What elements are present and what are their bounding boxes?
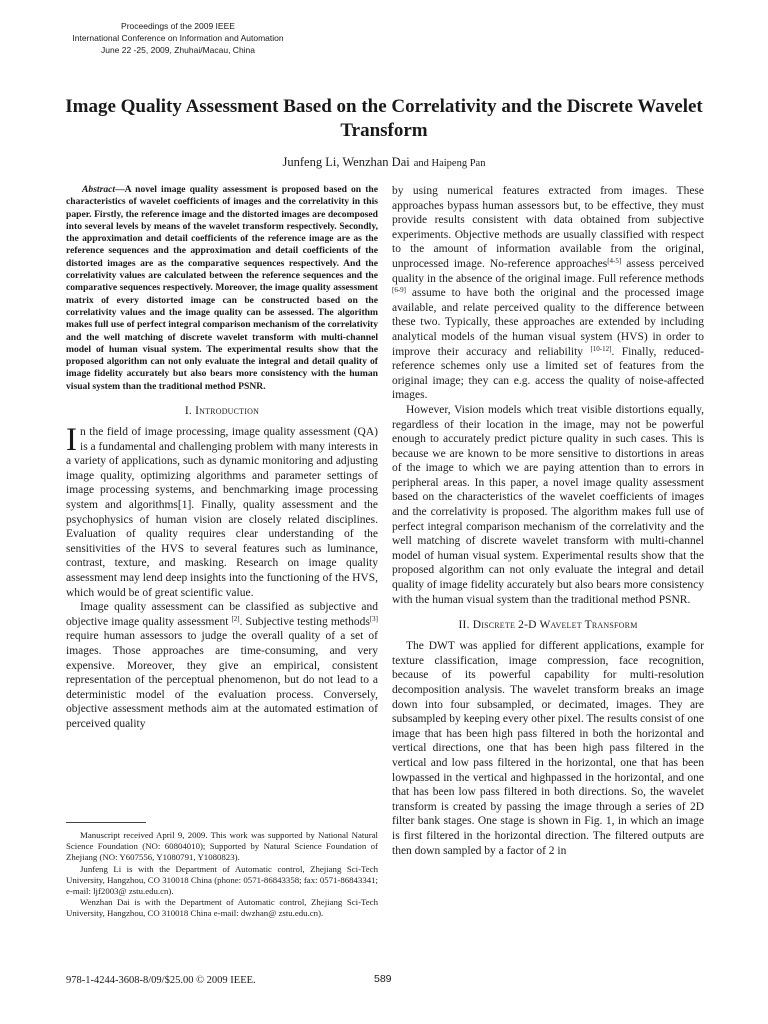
section-heading-introduction: I. Introduction — [184, 405, 260, 418]
intro-paragraph-1-text: n the field of image processing, image quality assessment (QA) is a fundamental and challenging problem with many interests in a variety of applications, such as dynamic monitoring and adjusting image quality, optimizing algorithms and parameter settings of image processing systems, and benchmarking image processing system and algorithms[1]. Finally, quality assessment and the psychophysics of human vision are closely related disciplines. Evaluation of quality requires clear understanding of the sensitivities of the HVS to several features such as luminance, contrast, texture, and masking. Research on image quality assessment may lend deep insights into the functioning of the HVS, which would be of great scientific value. — [66, 426, 378, 599]
citation-2: [2] — [231, 614, 240, 623]
abstract — [66, 184, 378, 393]
abstract-label: Abstract — [82, 184, 116, 195]
intro-paragraph-2 — [66, 600, 378, 731]
intro-p3-part-a: by using numerical features extracted from images. These approaches bypass human assessors but, to be effective, they must provide results consistent with data obtained from subjective experiments. Objective methods are usually classified with respect to the amount of information available from the original, unprocessed image. No-reference approaches — [392, 185, 704, 270]
footnotes — [66, 830, 378, 920]
author-line — [60, 155, 708, 170]
footnote-author-li: Junfeng Li is with the Department of Automatic control, Zhejiang Sci-Tech University, Hangzhou, CO 310018 China (phone: 0571-86843358; fax: 0571-86843341; e-mail: ljf2003@ zstu.edu.cn). — [66, 863, 378, 897]
intro-p2-part-b: . Subjective testing methods — [239, 615, 370, 628]
abstract-text: —A novel image quality assessment is proposed based on the characteristics of wavelet coefficients of images and the correlativity in this paper. Firstly, the reference image and the distorted images are decomposed into several levels by means of the wavelet transform respectively. Secondly, the approximation and detail coefficients of the reference image are as the reference sequences and the approximation and detail coefficients of the distorted images are as the comparative sequences respectively. And the correlativity values are calculated between the reference sequences and the comparative sequences respectively. Moreover, the image quality assessment matrix of every distorted image can be constructed based on the correlativity values and the image quality can be assessed. The algorithm makes full use of perfect integral comparison mechanism of the correlativity and the well matching of discrete wavelet transform with multi-channel model of human visual system. The experimental results show that the proposed algorithm can not only evaluate the integral and detail quality of image fidelity accurately but also bears more consistency with the human visual system than the traditional method PSNR. — [66, 184, 378, 392]
paper-title: Image Quality Assessment Based on the Correlativity and the Discrete Wavelet Transform — [65, 96, 703, 141]
left-column — [66, 184, 378, 732]
citation-6-9: [6-9] — [392, 286, 406, 295]
conference-line-2: International Conference on Information and Automation — [72, 33, 284, 43]
conference-line-3: June 22 -25, 2009, Zhuhai/Macau, China — [100, 45, 256, 55]
intro-paragraph-3 — [392, 184, 704, 403]
intro-paragraph-4: However, Vision models which treat visible distortions equally, regardless of their location in the image, may not be powerful enough to accurately predict picture quality in such cases. This is because we are known to be more sensitive to distortions in areas of the image to which we are paying attention than to errors in peripheral areas. In this paper, a novel image quality assessment based on the characteristics of the wavelet coefficients of images and the correlativity is proposed. The algorithm makes full use of perfect integral comparison mechanism of the correlativity and the well matching of discrete wavelet transform with multi-channel model of human visual system. Experimental results show that the proposed algorithm can not only evaluate the integral and detail quality of image fidelity accurately but also bears more consistency with the human visual system than the traditional method PSNR. — [392, 403, 704, 606]
citation-4-5: [4-5] — [607, 256, 622, 265]
authors-extra: and Haipeng Pan — [413, 158, 486, 169]
intro-p3-part-c: assume to have both the original and the processed image available, and relate perceived quality to the difference between these two. Typically, these approaches are extended by including analytical models of the human visual system (HVS) in order to improve their accuracy and reliability — [392, 287, 704, 358]
conference-line-1: Proceedings of the 2009 IEEE — [121, 21, 235, 31]
page-number: 589 — [374, 973, 392, 985]
citation-10-12: [10-12] — [590, 344, 612, 353]
conference-header — [68, 20, 288, 56]
intro-p2-part-a: Image quality assessment can be classified as subjective and objective image quality assessment — [66, 601, 378, 628]
intro-paragraph-1 — [66, 422, 378, 600]
drop-cap: I — [66, 422, 77, 459]
footnote-divider — [66, 822, 146, 823]
citation-3: [3] — [369, 614, 378, 623]
section-heading-dwt: II. Discrete 2-D Wavelet Transform — [458, 619, 638, 632]
footnote-manuscript: Manuscript received April 9, 2009. This work was supported by National Natural Science Foundation (NO: 60804010); Supported by Natural Science Foundation of Zhejiang (NO: Y607556, Y1080791, Y1080823). — [66, 830, 378, 863]
isbn-copyright: 978-1-4244-3608-8/09/$25.00 © 2009 IEEE. — [66, 975, 256, 986]
right-column — [392, 184, 704, 858]
intro-p3-part-b: assess perceived quality in the absence of the original image. Full reference methods — [392, 257, 704, 285]
dwt-paragraph-1: The DWT was applied for different applications, example for texture classification, image compression, face recognition, because of its powerful capability for multi-resolution decomposition analysis. The wavelet transform breaks an image down into four subsampled, or decimated, images. They are subsampled by keeping every other pixel. The results consist of one image that has been high pass filtered in both the horizontal and vertical directions, one that has been high pass filtered in the vertical and low pass filtered in the horizontal, one that has been lowpassed in the vertical and highpassed in the horizontal, and one that has been low pass filtered in both directions. So, the wavelet transform is created by passing the image through a series of 2D filter bank stages. One stage is shown in Fig. 1, in which an image is first filtered in the horizontal direction. The filtered outputs are then down sampled by a factor of 2 in — [392, 640, 704, 857]
intro-p3-part-d: . Finally, reduced-reference schemes only use a limited set of features from the original image; they can e.g. access the quality of noise-affected images. — [392, 345, 704, 402]
authors-main: Junfeng Li, Wenzhan Dai — [282, 155, 410, 169]
intro-p2-part-c: require human assessors to judge the overall quality of a set of images. Those approaches are time-consuming, and very expensive. Moreover, they give an empirical, consistent representation of the perceptual phenomenon, but do not lead to a deterministic model of the evaluation process. Conversely, objective assessment methods aim at the automated estimation of perceived quality — [66, 630, 378, 730]
footnote-author-dai: Wenzhan Dai is with the Department of Automatic control, Zhejiang Sci-Tech University, Hangzhou, CO 310018 China e-mail: dwzhan@ zstu.edu.cn). — [66, 897, 378, 919]
